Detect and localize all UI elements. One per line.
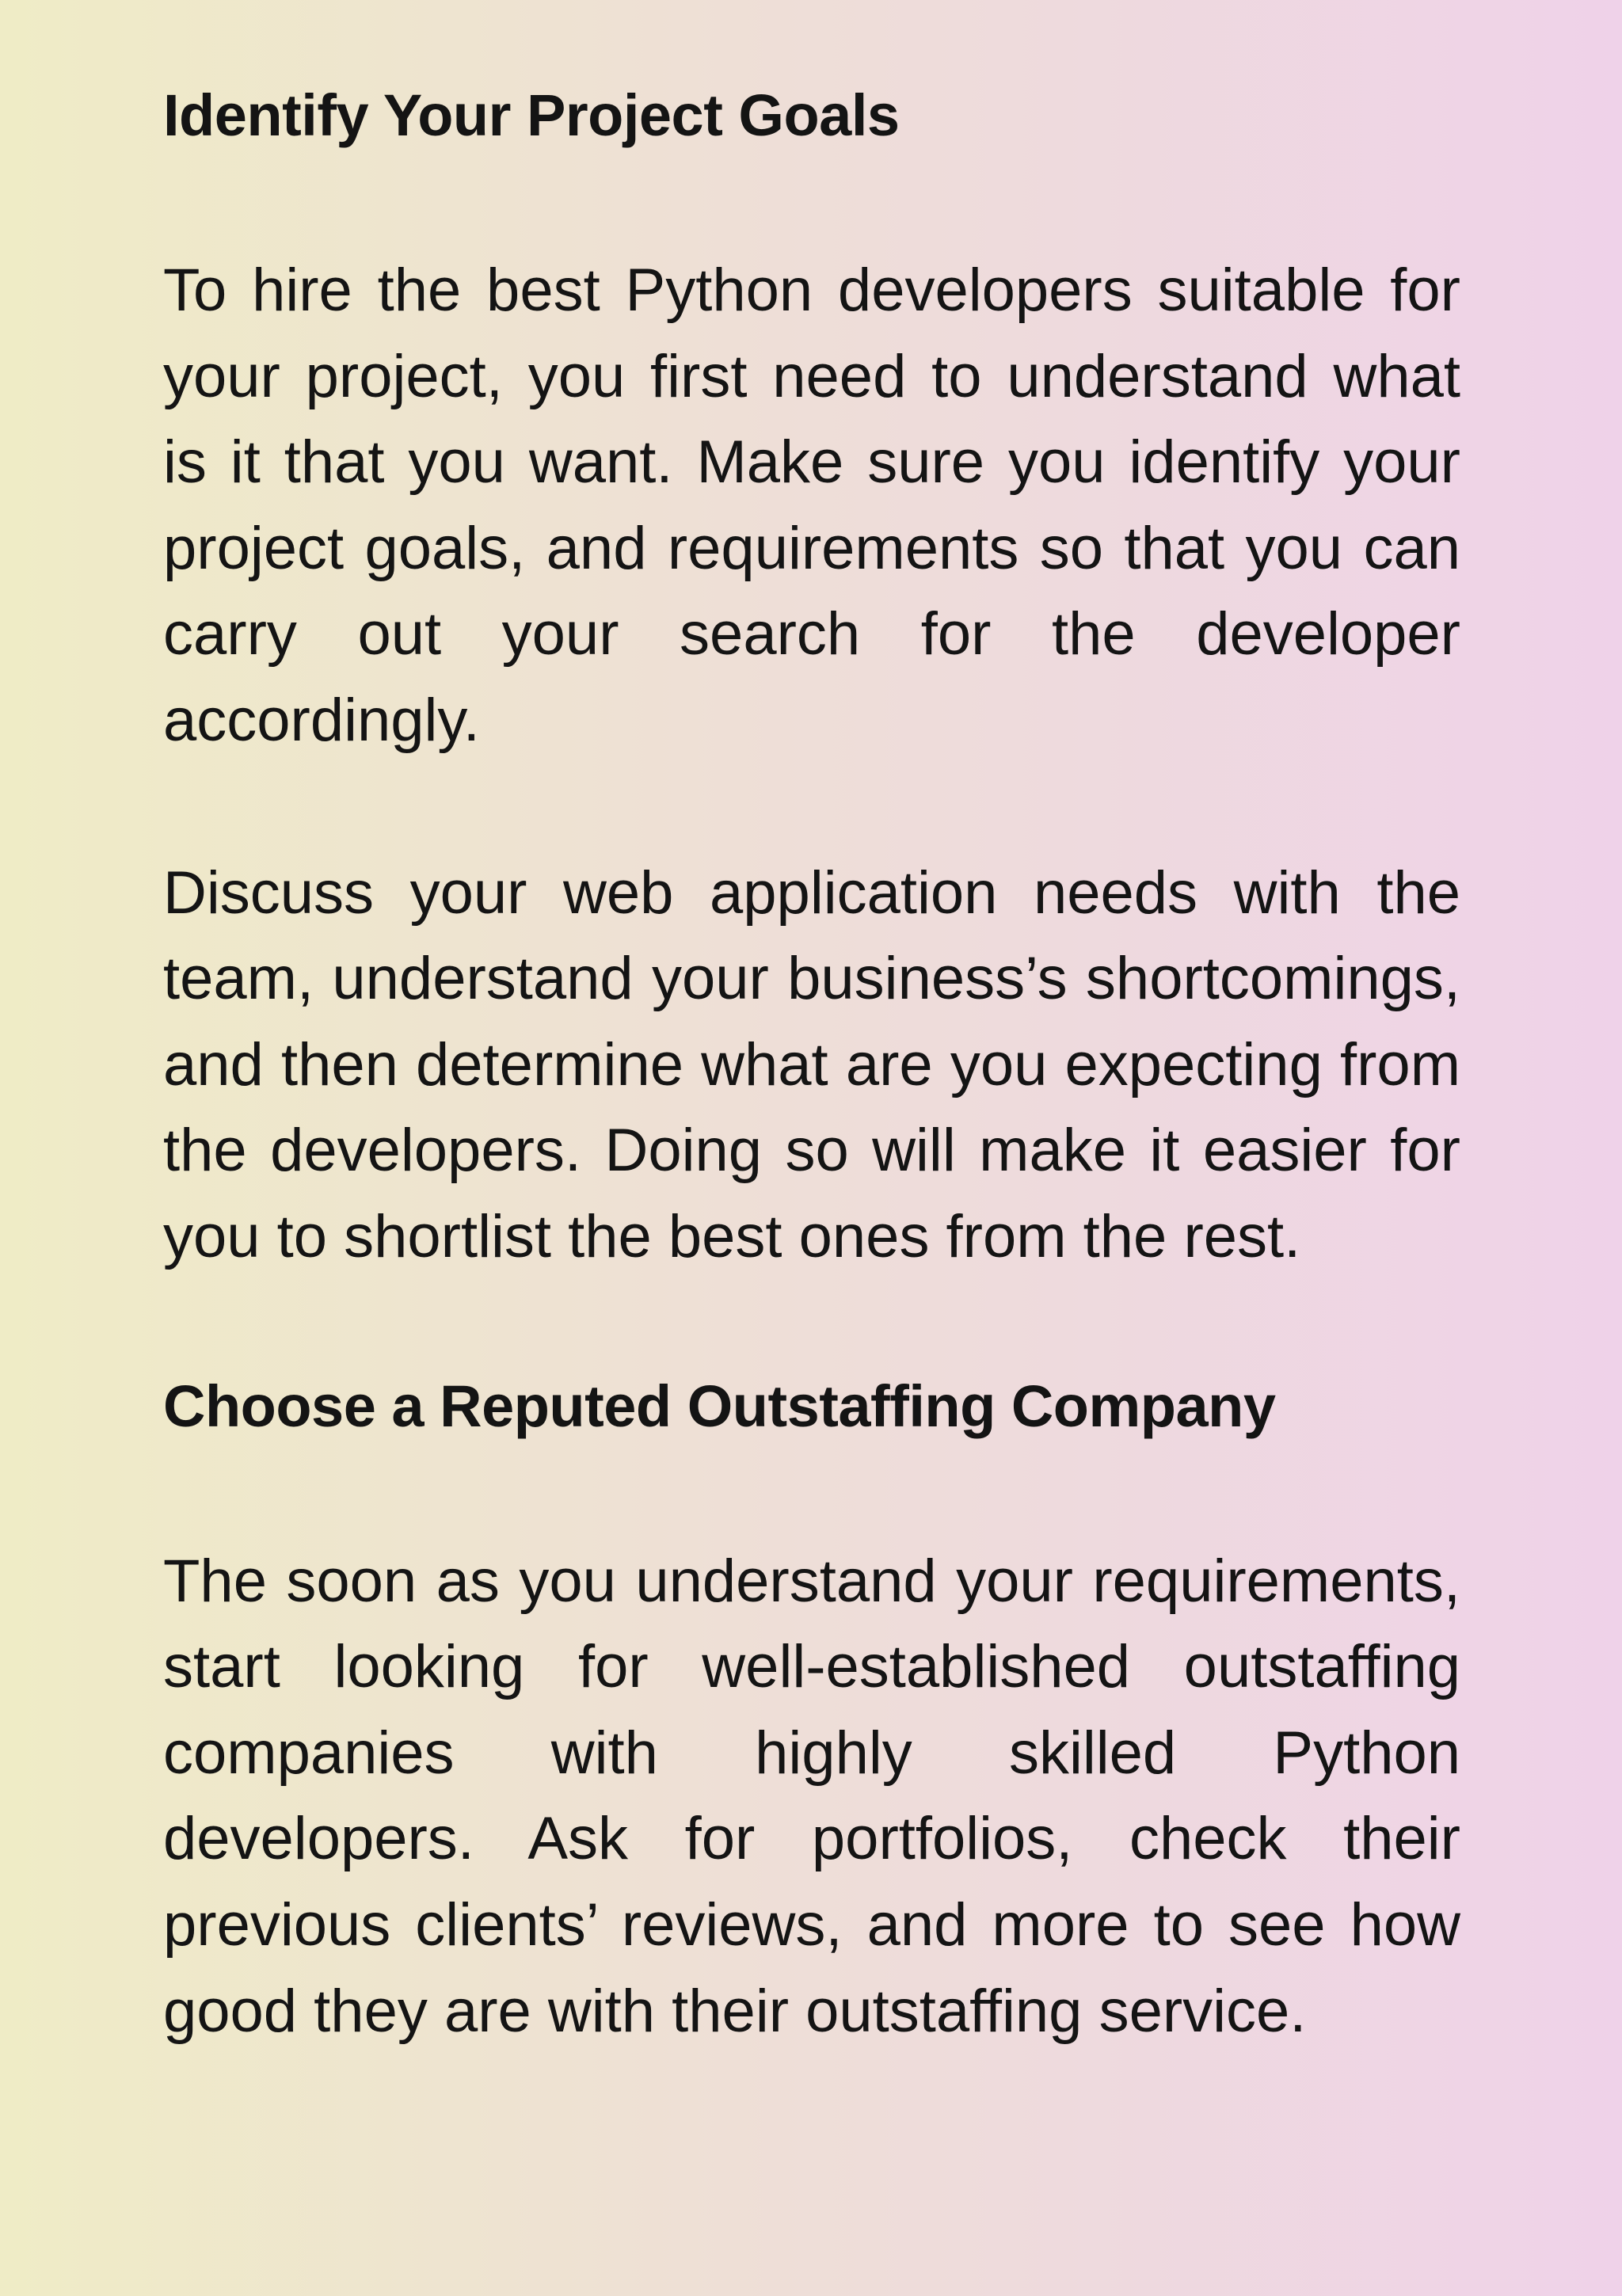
article-body <box>163 76 1460 2054</box>
paragraph-outstaffing: The soon as you understand your requirements, start looking for well-established outstaffing companies with highly skilled Python developers. Ask for portfolios, check their previous clients’ reviews, and more to see how good they are with their outstaffing service. <box>163 1547 1460 2045</box>
paragraph-discuss-needs: Discuss your web application needs with the team, understand your business’s shortcomings, and then determine what are you expecting from the developers. Doing so will make it easier for you to shortlist the best ones from the rest. <box>163 859 1460 1270</box>
section-heading-outstaffing-company: Choose a Reputed Outstaffing Company <box>163 1373 1276 1439</box>
paragraph-project-goals: To hire the best Python developers suitable for your project, you first need to understand what is it that you want. Make sure you identify your project goals, and requirements so that you can carry out your search for the developer accordingly. <box>163 257 1460 754</box>
section-heading-project-goals: Identify Your Project Goals <box>163 82 900 148</box>
